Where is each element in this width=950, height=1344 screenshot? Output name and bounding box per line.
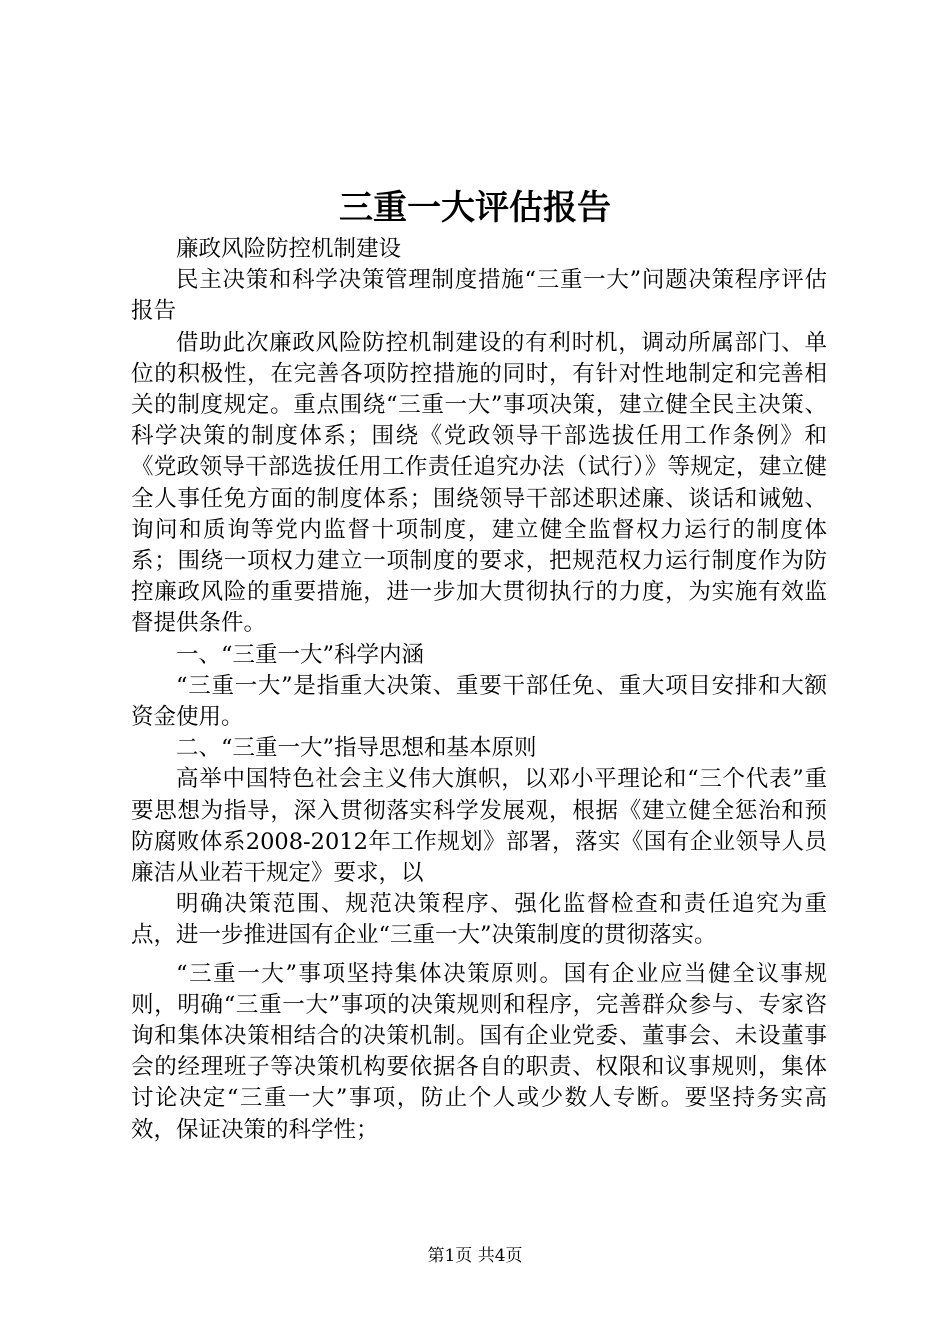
paragraph-collective-decision: “三重一大”事项坚持集体决策原则。国有企业应当健全议事规则，明确“三重一大”事项的决策规则和程序，完善群众参与、专家咨询和集体决策相结合的决策机制。国有企业党委、董事会、未设董事会的经理班子等决策机构要依据各自的职责、权限和议事规则，集体讨论决定“三重一大”事项，防止个人或少数人专断。要坚持务实高效，保证决策的科学性； [131,960,827,1143]
paragraph-subtitle-1: 廉政风险防控机制建设 [176,236,402,262]
paragraph-guiding-thought: 高举中国特色社会主义伟大旗帜，以邓小平理论和“三个代表”重要思想为指导，深入贯彻落实科学发展观，根据《建立健全惩治和预防腐败体系2008-2012年工作规划》部署，落实《国有企业领导人员廉洁从业若干规定》要求，以 [131,766,827,887]
paragraph-focus: 明确决策范围、规范决策程序、强化监督检查和责任追究为重点，进一步推进国有企业“三重一大”决策制度的贯彻落实。 [131,891,827,949]
section-heading-1: 一、“三重一大”科学内涵 [176,641,425,668]
paragraph-subtitle-2: 民主决策和科学决策管理制度措施“三重一大”问题决策程序评估报告 [131,267,827,325]
section-heading-2: 二、“三重一大”指导思想和基本原则 [176,735,537,762]
paragraph-intro: 借助此次廉政风险防控机制建设的有利时机，调动所属部门、单位的积极性，在完善各项防控措施的同时，有针对性地制定和完善相关的制度规定。重点围绕“三重一大”事项决策，建立健全民主决策、科学决策的制度体系；围绕《党政领导干部选拔任用工作条例》和《党政领导干部选拔任用工作责任追究办法（试行）》等规定，建立健全人事任免方面的制度体系；围绕领导干部述职述廉、谈话和诫勉、询问和质询等党内监督十项制度，建立健全监督权力运行的制度体系；围绕一项权力建立一项制度的要求，把规范权力运行制度作为防控廉政风险的重要措施，进一步加大贯彻执行的力度，为实施有效监督提供条件。 [131,329,827,637]
paragraph-definition: “三重一大”是指重大决策、重要干部任免、重大项目安排和大额资金使用。 [131,672,827,731]
page-footer: 第1页 共4页 [427,1246,523,1266]
document-title: 三重一大评估报告 [339,188,611,228]
document-body [131,234,827,1146]
